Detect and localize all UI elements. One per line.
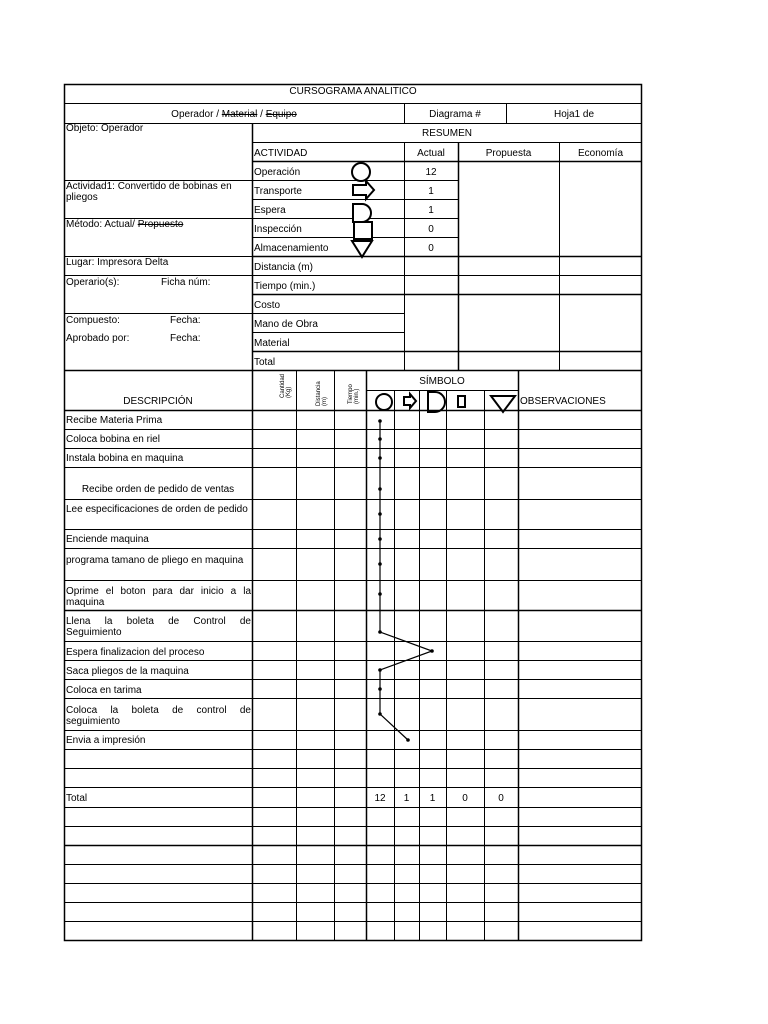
step-description: Llena la boleta de Control de Seguimiento bbox=[66, 616, 251, 638]
flow-point bbox=[378, 630, 382, 634]
step-description: Oprime el boton para dar inicio a la maquina bbox=[66, 586, 251, 608]
objeto-label: Objeto: Operador bbox=[66, 123, 144, 134]
fecha-label-2: Fecha: bbox=[170, 333, 201, 344]
total-espera: 1 bbox=[429, 793, 436, 804]
tiempo-unit: (min.) bbox=[354, 388, 360, 404]
form-title: CURSOGRAMA ANALITICO bbox=[289, 86, 417, 97]
resumen-header-propuesta: Propuesta bbox=[485, 148, 532, 159]
resumen-row-label: Total bbox=[254, 357, 276, 368]
flow-point bbox=[406, 738, 410, 742]
lugar-label: Lugar: Impresora Delta bbox=[66, 257, 169, 268]
resumen-row-label: Tiempo (min.) bbox=[254, 281, 316, 292]
total-transporte: 1 bbox=[403, 793, 410, 804]
flow-point bbox=[378, 456, 382, 460]
flow-point bbox=[378, 668, 382, 672]
tiempo-text: Tiempo bbox=[348, 384, 354, 404]
header-material: Material bbox=[221, 109, 258, 120]
flow-point bbox=[378, 592, 382, 596]
header-operador: Operador bbox=[171, 109, 214, 120]
cantidad-text: Cantidad bbox=[280, 373, 286, 398]
resumen-row-label: Inspección bbox=[254, 224, 302, 235]
distancia-unit: (m) bbox=[322, 397, 328, 406]
step-description: Lee especificaciones de orden de pedido bbox=[66, 504, 248, 515]
step-description: Recibe orden de pedido de ventas bbox=[81, 484, 235, 495]
metodo-label bbox=[66, 219, 183, 230]
simbolo-header: SÍMBOLO bbox=[419, 376, 465, 387]
aprobado-label: Aprobado por: bbox=[66, 333, 130, 344]
total-label: Total bbox=[66, 793, 88, 804]
fecha-label-1: Fecha: bbox=[170, 315, 201, 326]
step-description: Envia a impresión bbox=[66, 735, 146, 746]
step-description: Coloca bobina en riel bbox=[66, 434, 160, 445]
resumen-row-actual: 0 bbox=[428, 224, 434, 235]
step-description: Recibe Materia Prima bbox=[66, 415, 163, 426]
cantidad-unit: (Kg) bbox=[286, 386, 292, 398]
step-description: Enciende maquina bbox=[66, 534, 149, 545]
header-sep: / bbox=[257, 109, 266, 120]
step-description: Instala bobina en maquina bbox=[66, 453, 184, 464]
resumen-row-actual: 1 bbox=[428, 205, 434, 216]
step-description: Saca pliegos de la maquina bbox=[66, 666, 189, 677]
step-description: Coloca la boleta de control de seguimiento bbox=[66, 705, 251, 727]
compuesto-label: Compuesto: bbox=[66, 315, 120, 326]
flow-point bbox=[378, 487, 382, 491]
resumen-row-label: Mano de Obra bbox=[254, 319, 318, 330]
observaciones-header: OBSERVACIONES bbox=[520, 396, 606, 407]
header-equipo: Equipo bbox=[265, 109, 297, 120]
flow-point bbox=[378, 687, 382, 691]
resumen-header-economia: Economía bbox=[577, 148, 624, 159]
header-hoja: Hoja1 de bbox=[553, 109, 595, 120]
resumen-row-label: Costo bbox=[254, 300, 281, 311]
metodo-actual: Método: Actual/ bbox=[66, 219, 138, 230]
total-inspeccion: 0 bbox=[462, 793, 468, 804]
step-description: Coloca en tarima bbox=[66, 685, 142, 696]
total-operacion: 12 bbox=[374, 793, 386, 804]
flow-point bbox=[378, 562, 382, 566]
resumen-row-actual: 1 bbox=[428, 186, 434, 197]
step-description: Espera finalizacion del proceso bbox=[66, 647, 205, 658]
header-diagrama: Diagrama # bbox=[429, 109, 481, 120]
resumen-row-label: Operación bbox=[254, 167, 301, 178]
metodo-propuesto: Propuesto bbox=[137, 219, 184, 230]
total-almacenamiento: 0 bbox=[498, 793, 504, 804]
resumen-row-label: Espera bbox=[254, 205, 286, 216]
resumen-title: RESUMEN bbox=[421, 128, 472, 139]
ficha-label: Ficha núm: bbox=[161, 277, 211, 288]
flow-line bbox=[380, 421, 432, 740]
resumen-header-actual: Actual bbox=[417, 148, 445, 159]
step-description: programa tamano de pliego en maquina bbox=[66, 555, 244, 566]
resumen-row-label: Material bbox=[254, 338, 290, 349]
actividad-label: Actividad1: Convertido de bobinas en pliegos bbox=[66, 181, 232, 203]
tiempo-header bbox=[348, 384, 360, 404]
resumen-row-actual: 12 bbox=[425, 167, 437, 178]
flow-point bbox=[378, 712, 382, 716]
flow-point bbox=[430, 649, 434, 653]
resumen-header-actividad: ACTIVIDAD bbox=[254, 148, 308, 159]
flow-point bbox=[378, 419, 382, 423]
distancia-text: Distancia bbox=[316, 381, 322, 406]
descripcion-header: DESCRIPCIÓN bbox=[123, 396, 193, 407]
operarios-label: Operario(s): bbox=[66, 277, 120, 288]
header-sep: / bbox=[213, 109, 222, 120]
resumen-row-label: Transporte bbox=[254, 186, 302, 197]
resumen-row-label: Distancia (m) bbox=[254, 262, 313, 273]
resumen-row-actual: 0 bbox=[428, 243, 434, 254]
cantidad-header bbox=[280, 374, 292, 398]
resumen-row-label: Almacenamiento bbox=[254, 243, 329, 254]
distancia-header bbox=[316, 381, 328, 406]
flow-point bbox=[378, 437, 382, 441]
header-operador-line bbox=[64, 109, 404, 120]
flow-point bbox=[378, 512, 382, 516]
flow-point bbox=[378, 537, 382, 541]
